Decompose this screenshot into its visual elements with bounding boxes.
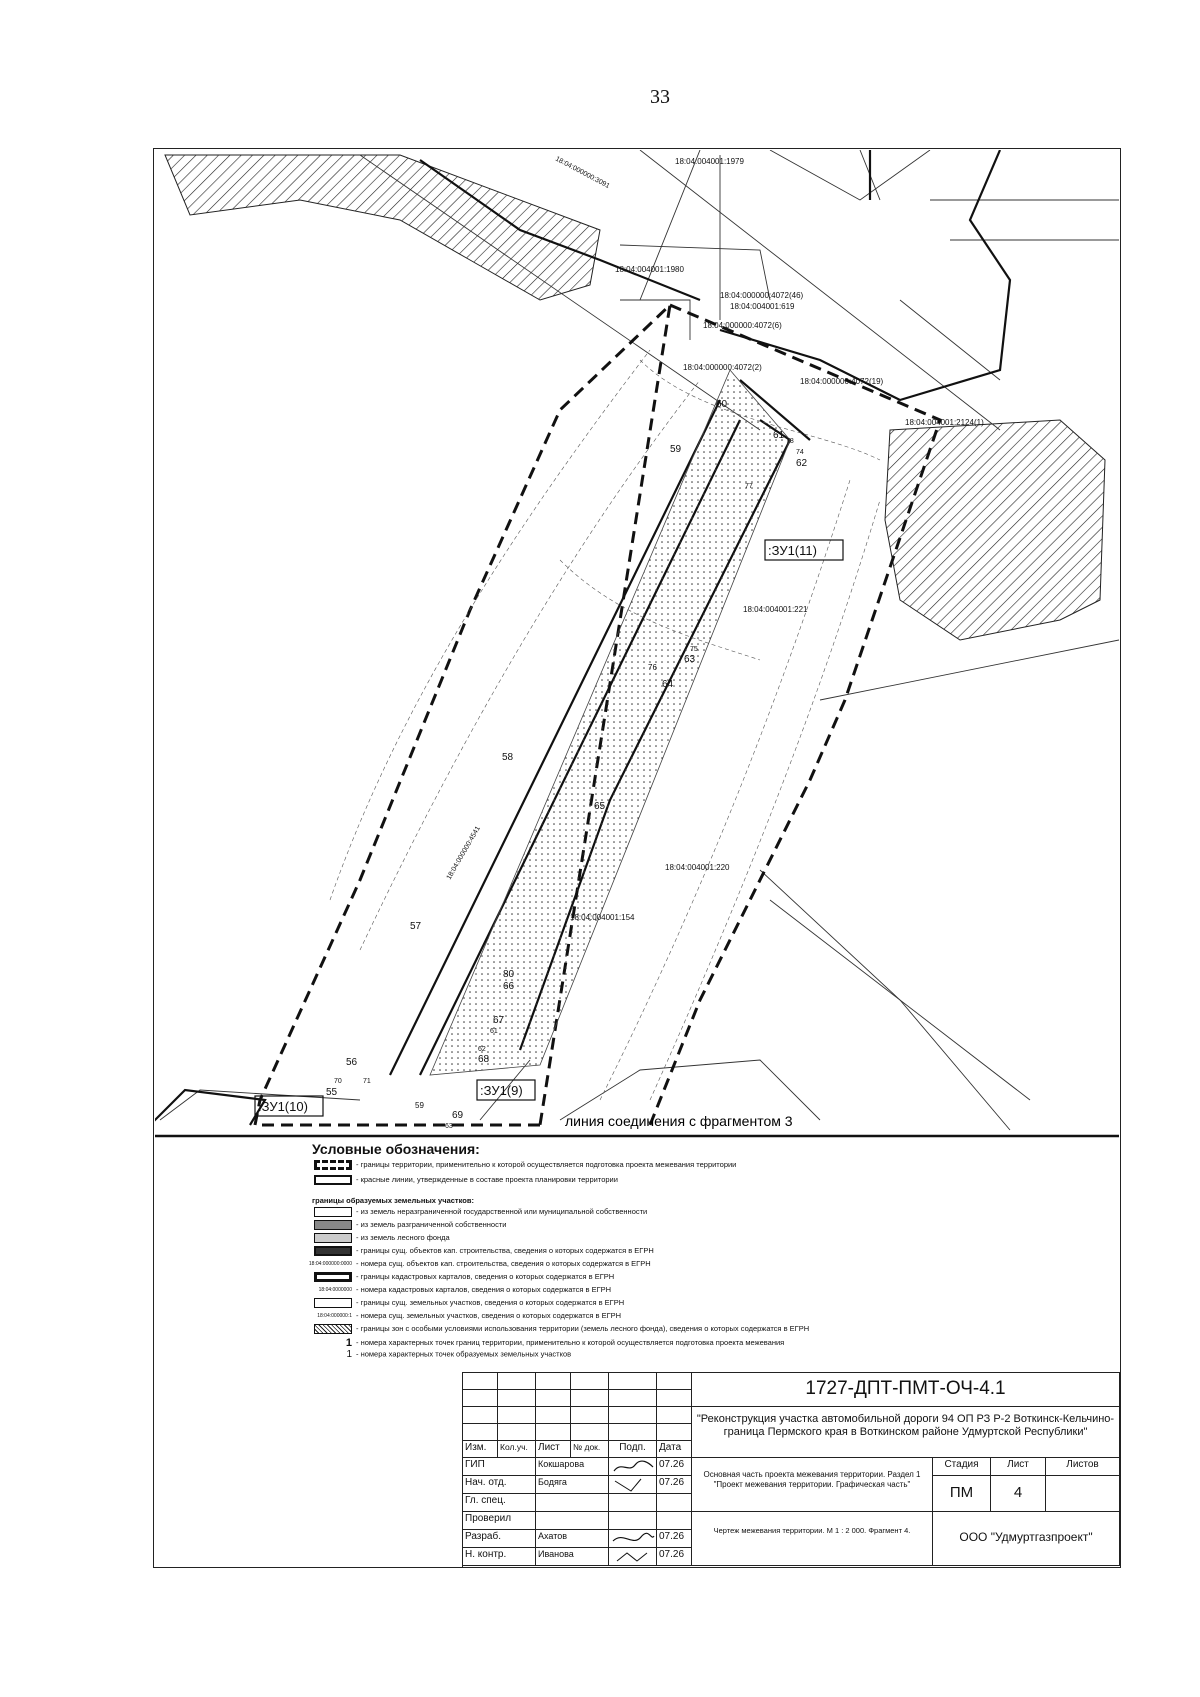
point-number: 69 [452,1110,464,1121]
red-line-symbol [314,1175,352,1185]
header-kol: Кол.уч. [498,1441,536,1458]
legend-row: - из земель неразграниченной государственной или муниципальной собственности [300,1207,647,1217]
point-number: 78 [786,438,794,445]
role: Н. контр. [463,1548,536,1566]
cadastre-label: 18:04:000000:4072(19) [800,377,884,386]
point-number: 67 [493,1015,505,1026]
document-code: 1727-ДПТ-ПМТ-ОЧ-4.1 [692,1373,1120,1407]
owned-land-symbol [314,1220,352,1230]
sheets-value [1046,1476,1120,1512]
date [657,1512,692,1530]
date: 07.26 [657,1458,692,1476]
cadastre-label: 18:04:004001:220 [665,863,730,872]
forest-zone-top-left [165,155,600,300]
forest-zone-right [885,420,1105,640]
cadastre-label: 18:04:000000:3091 [554,155,611,191]
cadastre-label: 18:04:000000:4072(6) [703,321,782,330]
cadastre-label: 18:04:000000:4541 [445,825,482,881]
building-boundary-symbol [314,1246,352,1256]
stage-value: ПМ [933,1476,991,1512]
date: 07.26 [657,1530,692,1548]
territory-point-sample: 1 [345,1337,352,1349]
legend-row: - границы сущ. объектов кап. строительства, сведения о которых содержатся в ЕГРН [300,1246,654,1256]
organization: ООО "Удмуртгазпроект" [933,1512,1120,1566]
point-number: 70 [334,1078,342,1085]
legend-row: - границы территории, применительно к которой осуществляется подготовка проекта межевания территории [300,1160,736,1170]
signature [609,1548,657,1566]
map-drawing [155,150,1119,1140]
legend-row: 18:04:000000:0000 - номера сущ. объектов кап. строительства, сведения о которых содержатся в ЕГРН [300,1259,651,1268]
point-number: 57 [410,921,422,932]
date: 07.26 [657,1476,692,1494]
point-number: 60 [716,399,728,410]
signature [609,1476,657,1494]
cadastre-label: 18:04:004001:1980 [615,265,684,274]
point-number: 76 [648,663,657,672]
point-number: 77 [745,483,753,490]
sheet-value: 4 [991,1476,1046,1512]
name: Ахатов [536,1530,609,1548]
point-number: 68 [478,1054,490,1065]
legend-group-label: границы образуемых земельных участков: [312,1196,474,1205]
date: 07.26 [657,1548,692,1566]
quarter-number-sample: 18:04:0000000 [318,1287,352,1294]
cadastre-label: 18:04:004001:154 [570,913,635,922]
header-izm: Изм. [463,1441,498,1458]
point-number: 66 [503,981,515,992]
header-sign: Подп. [609,1441,657,1458]
signature [609,1458,657,1476]
point-number: 64 [662,679,674,690]
role: Проверил [463,1512,536,1530]
stage-label: Стадия [933,1458,991,1476]
point-number: 62 [478,1046,486,1053]
page-number: 33 [650,86,670,108]
sheets-label: Листов [1046,1458,1120,1476]
project-title: "Реконструкция участка автомобильной дороги 94 ОП РЗ Р-2 Воткинск-Кельчино-граница Пермского края в Воткинском районе Удмуртской Республики" [692,1407,1120,1458]
road-corridor [430,370,790,1075]
point-number: 56 [346,1057,358,1068]
point-number: 63 [445,1123,453,1130]
point-number: 59 [670,444,682,455]
role: ГИП [463,1458,536,1476]
building-number-sample: 18:04:000000:0000 [308,1261,352,1268]
point-number: 61 [773,430,785,441]
role: Разраб. [463,1530,536,1548]
legend-row: - границы зон с особыми условиями использования территории (земель лесного фонда), сведения о которых содержатся в ЕГРН [300,1324,809,1334]
role: Нач. отд. [463,1476,536,1494]
territory-boundary-symbol [314,1160,352,1170]
cadastre-label: 18:04:000000:4072(46) [720,291,804,300]
legend-row: 18:04:0000000 - номера кадастровых карталов, сведения о которых содержатся в ЕГРН [300,1285,611,1294]
role: Гл. спец. [463,1494,536,1512]
header-date: Дата [657,1441,692,1458]
parcel-number-sample: 18:04:000000:1 [317,1313,352,1320]
point-number: 80 [503,969,515,980]
unclaimed-land-symbol [314,1207,352,1217]
point-number: 74 [796,449,804,456]
sheet-title: Чертеж межевания территории. М 1 : 2 000. Фрагмент 4. [692,1512,933,1566]
cadastre-label: 18:04:004001:2124(1) [905,418,984,427]
parcel-boundary-symbol [314,1298,352,1308]
signature [609,1530,657,1548]
parcel-point-sample: 1 [346,1349,352,1360]
point-number: 61 [490,1028,498,1035]
forest-land-symbol [314,1233,352,1243]
header-doc: № док. [571,1441,609,1458]
legend-row: 1 - номера характерных точек образуемых земельных участков [300,1349,571,1360]
title-block [462,1372,1121,1568]
quarter-boundary-symbol [314,1272,352,1282]
point-number: 55 [326,1087,338,1098]
point-number: 62 [796,458,808,469]
sheet-label: Лист [991,1458,1046,1476]
name [536,1512,609,1530]
legend-row: - красные линии, утвержденные в составе проекта планировки территории [300,1175,618,1185]
header-list: Лист [536,1441,571,1458]
special-zone-symbol [314,1324,352,1334]
legend-row: - границы кадастровых карталов, сведения о которых содержатся в ЕГРН [300,1272,614,1282]
name: Кокшарова [536,1458,609,1476]
point-number: 59 [415,1101,424,1110]
cadastre-label: 18:04:000000:4072(2) [683,363,762,372]
cadastre-label: 18:04:004001:221 [743,605,808,614]
date [657,1494,692,1512]
name: Иванова [536,1548,609,1566]
document-title: Основная часть проекта межевания территории. Раздел 1 "Проект межевания территории. Графическая часть" [692,1458,933,1512]
legend-row: - из земель лесного фонда [300,1233,450,1243]
legend-row: - границы сущ. земельных участков, сведения о которых содержатся в ЕГРН [300,1298,624,1308]
parcel-label: :ЗУ1(11) [768,543,817,558]
point-number: 71 [363,1078,371,1085]
point-number: 75 [690,646,698,653]
connection-line-label: линия соединения с фрагментом 3 [565,1113,793,1129]
legend-title: Условные обозначения: [312,1141,480,1157]
parcel-label: :ЗУ1(10) [258,1099,308,1114]
point-number: 65 [594,801,606,812]
cadastre-label: 18:04:004001:1979 [675,157,744,166]
point-number: 58 [502,752,514,763]
name [536,1494,609,1512]
legend-row: 1 - номера характерных точек границ территории, применительно к которой осуществляется подготовка проекта межевания [300,1337,784,1349]
point-number: 63 [684,654,696,665]
legend-row: - из земель разграниченной собственности [300,1220,506,1230]
name: Бодяга [536,1476,609,1494]
parcel-label: :ЗУ1(9) [480,1083,523,1098]
cadastre-label: 18:04:004001:619 [730,302,795,311]
legend-row: 18:04:000000:1 - номера сущ. земельных участков, сведения о которых содержатся в ЕГРН [300,1311,621,1320]
